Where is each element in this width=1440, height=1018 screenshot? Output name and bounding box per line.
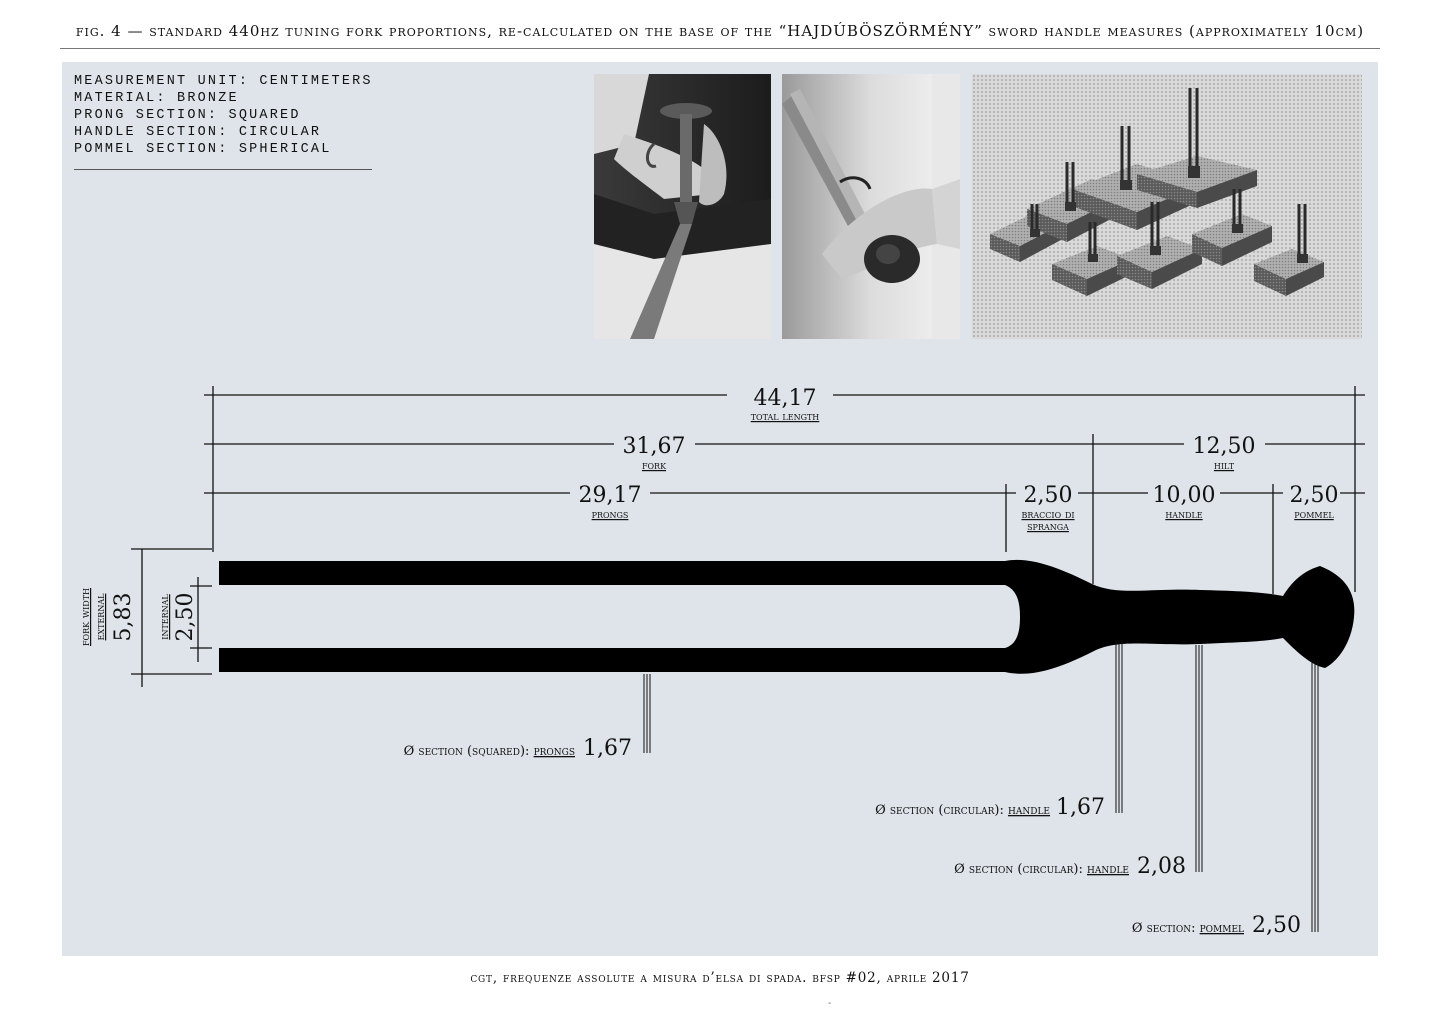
- dim-braccio-label-2: spranga: [1027, 519, 1069, 533]
- footer-mark: -: [828, 998, 832, 1009]
- dim-total-value: 44,17: [753, 386, 817, 411]
- spec-pommel-section: POMMEL SECTION: SPHERICAL: [74, 142, 332, 157]
- fork-stem-and-hilt: [1005, 560, 1354, 674]
- section-caption-prongs: Ø section (squared): prongs 1,67: [403, 736, 632, 761]
- fork-width-external-value: 5,83: [111, 592, 136, 642]
- section-caption-handle-2: Ø section (circular): handle 2,08: [954, 854, 1186, 879]
- spec-handle-section: HANDLE SECTION: CIRCULAR: [74, 125, 322, 140]
- section-caption-handle-1: Ø section (circular): handle 1,67: [875, 795, 1105, 820]
- dim-pommel-value: 2,50: [1289, 483, 1339, 508]
- dim-hilt-label: hilt: [1213, 458, 1235, 472]
- dim-handle-label: handle: [1165, 507, 1203, 521]
- dim-handle-value: 10,00: [1152, 483, 1216, 508]
- figure-title: fig. 4 — standard 440hz tuning fork proportions, re-calculated on the base of the “HAJDÚBÖSZÖRMÉNY” sword handle measures (approximately 10cm): [75, 22, 1365, 40]
- section-caption-pommel: Ø section: pommel 2,50: [1131, 913, 1301, 938]
- spec-unit: MEASUREMENT UNIT: CENTIMETERS: [74, 74, 373, 89]
- dim-total-label: total length: [750, 409, 820, 423]
- dim-fork-value: 31,67: [622, 434, 686, 459]
- dim-prongs-value: 29,17: [578, 483, 642, 508]
- fork-prong-top: [219, 561, 1017, 585]
- dim-prongs-label: prongs: [591, 507, 629, 521]
- tuning-fork-silhouette: [219, 560, 1354, 674]
- fork-width-internal-label: internal: [157, 594, 171, 640]
- dim-braccio-value: 2,50: [1023, 483, 1073, 508]
- fork-width-caption: fork width: [78, 587, 92, 647]
- dim-fork-label: fork: [641, 458, 667, 472]
- spec-prong-section: PRONG SECTION: SQUARED: [74, 108, 301, 123]
- fork-width-external-label: external: [93, 593, 107, 641]
- spec-material: MATERIAL: BRONZE: [74, 91, 239, 106]
- fork-width-internal-value: 2,50: [173, 592, 198, 642]
- footer-citation: cgt, frequenze assolute a misura d’elsa di spada. bfsp #02, aprile 2017: [470, 970, 970, 986]
- dim-pommel-label: pommel: [1294, 507, 1334, 521]
- dim-braccio-label-1: braccio di: [1021, 507, 1075, 521]
- dim-hilt-value: 12,50: [1192, 434, 1256, 459]
- fork-prong-bottom: [219, 648, 1017, 672]
